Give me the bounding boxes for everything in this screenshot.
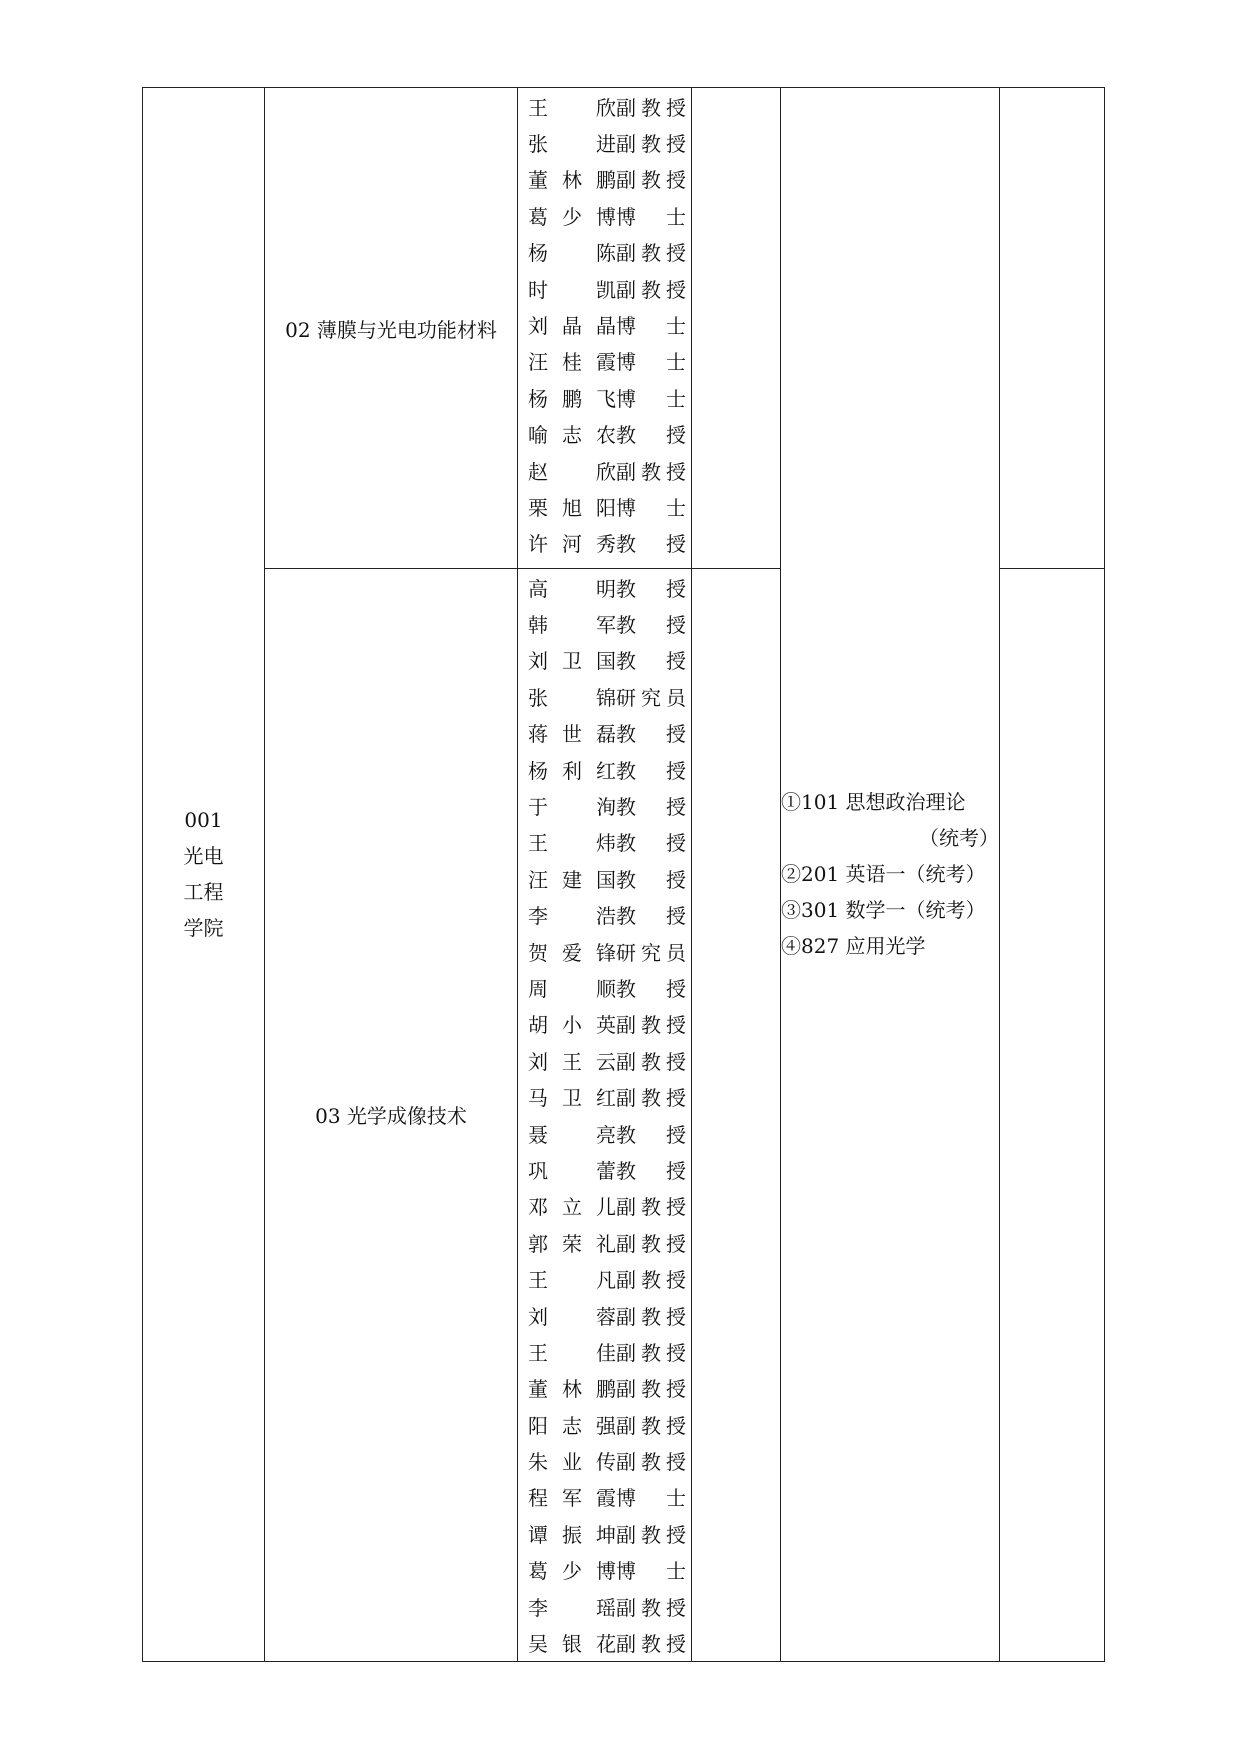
supervisor-list-cell [518, 88, 692, 569]
supervisor-title: 博 士 [616, 1559, 686, 1584]
supervisor-row [518, 197, 691, 233]
direction-cell [265, 88, 518, 569]
supervisor-title: 副教授 [616, 1231, 686, 1256]
supervisor-title: 副教授 [616, 1086, 686, 1111]
supervisor-name: 杨利红 [528, 758, 616, 783]
supervisor-row [518, 751, 691, 787]
supervisor-row [518, 642, 691, 678]
supervisor-title: 教 授 [616, 867, 686, 892]
supervisor-row [518, 1552, 691, 1588]
supervisor-name: 程军霞 [528, 1486, 616, 1511]
supervisor-row [518, 1224, 691, 1260]
supervisor-title: 教 授 [616, 576, 686, 601]
supervisor-title: 副教授 [616, 132, 686, 157]
supervisor-title: 教 授 [616, 722, 686, 747]
supervisor-title: 副教授 [616, 1340, 686, 1365]
supervisor-name: 高 明 [528, 576, 616, 601]
supervisor-name: 李 瑶 [528, 1595, 616, 1620]
supervisor-name: 吴银花 [528, 1632, 616, 1657]
supervisor-title: 研究员 [616, 685, 686, 710]
supervisor-title: 研究员 [616, 940, 686, 965]
supervisor-row [518, 124, 691, 160]
supervisor-title: 博 士 [616, 386, 686, 411]
supervisor-row [518, 605, 691, 641]
supervisor-row [518, 270, 691, 306]
supervisor-title: 副教授 [616, 1195, 686, 1220]
supervisor-row [518, 1588, 691, 1624]
supervisor-name: 汪建国 [528, 867, 616, 892]
supervisor-title: 副教授 [616, 168, 686, 193]
supervisor-name: 汪桂霞 [528, 350, 616, 375]
supervisor-name: 贺爱锋 [528, 940, 616, 965]
direction-label: 03 光学成像技术 [315, 1104, 467, 1129]
supervisor-name: 谭振坤 [528, 1522, 616, 1547]
exam-subjects-cell [781, 88, 1000, 1662]
supervisor-name: 张 锦 [528, 685, 616, 710]
supervisor-title: 教 授 [616, 976, 686, 1001]
empty-cell [692, 569, 781, 1662]
supervisor-title: 副教授 [616, 1268, 686, 1293]
supervisor-title: 副教授 [616, 1413, 686, 1438]
supervisor-row [518, 715, 691, 751]
supervisor-row [518, 1297, 691, 1333]
college-name-line: 光电 [183, 844, 224, 869]
college-code: 001 [184, 808, 223, 833]
supervisor-row [518, 88, 691, 124]
supervisor-name: 栗旭阳 [528, 495, 616, 520]
supervisor-name: 葛少博 [528, 1559, 616, 1584]
supervisor-title: 教 授 [616, 649, 686, 674]
supervisor-title: 教 授 [616, 532, 686, 557]
supervisor-title: 教 授 [616, 758, 686, 783]
supervisor-name: 周 顺 [528, 976, 616, 1001]
supervisor-title: 副教授 [616, 241, 686, 266]
supervisor-row [518, 1406, 691, 1442]
supervisor-row [518, 1479, 691, 1515]
college-name-line: 工程 [183, 880, 224, 905]
supervisor-row [518, 161, 691, 197]
supervisor-row [518, 678, 691, 714]
supervisor-title: 教 授 [616, 613, 686, 638]
supervisor-name: 刘卫国 [528, 649, 616, 674]
supervisor-row [518, 234, 691, 270]
supervisor-row [518, 1188, 691, 1224]
exam-subject: ①101 思想政治理论 [781, 790, 966, 815]
supervisor-title: 博 士 [616, 314, 686, 339]
supervisor-row [518, 1370, 691, 1406]
supervisor-title: 教 授 [616, 795, 686, 820]
supervisor-name: 韩 军 [528, 613, 616, 638]
supervisor-name: 王 欣 [528, 95, 616, 120]
supervisor-title: 副教授 [616, 1522, 686, 1547]
supervisor-title: 副教授 [616, 1013, 686, 1038]
supervisor-name: 阳志强 [528, 1413, 616, 1438]
supervisor-row [518, 824, 691, 860]
supervisor-title: 副教授 [616, 1049, 686, 1074]
supervisor-row [518, 860, 691, 896]
empty-cell [692, 88, 781, 569]
supervisor-list-cell [518, 569, 692, 1662]
supervisor-row [518, 379, 691, 415]
supervisor-name: 王 佳 [528, 1340, 616, 1365]
supervisor-title: 副教授 [616, 1377, 686, 1402]
supervisor-row [518, 1151, 691, 1187]
supervisor-name: 刘王云 [528, 1049, 616, 1074]
exam-subject: ④827 应用光学 [781, 934, 926, 959]
supervisor-title: 教 授 [616, 904, 686, 929]
supervisor-title: 博 士 [616, 350, 686, 375]
supervisor-title: 副教授 [616, 1595, 686, 1620]
college-cell [143, 88, 265, 1662]
supervisor-row [518, 1006, 691, 1042]
supervisor-name: 蒋世磊 [528, 722, 616, 747]
supervisor-title: 博 士 [616, 495, 686, 520]
supervisor-name: 胡小英 [528, 1013, 616, 1038]
supervisor-row [518, 1115, 691, 1151]
admissions-catalog-table [142, 87, 1105, 1662]
supervisor-name: 刘 蓉 [528, 1304, 616, 1329]
supervisor-name: 董林鹏 [528, 1377, 616, 1402]
supervisor-row [518, 1078, 691, 1114]
supervisor-row [518, 416, 691, 452]
supervisor-name: 许河秀 [528, 532, 616, 557]
supervisor-name: 喻志农 [528, 423, 616, 448]
supervisor-name: 郭荣礼 [528, 1231, 616, 1256]
supervisor-title: 博 士 [616, 1486, 686, 1511]
supervisor-title: 副教授 [616, 1450, 686, 1475]
supervisor-row [518, 452, 691, 488]
supervisor-row [518, 343, 691, 379]
supervisor-row [518, 1260, 691, 1296]
supervisor-name: 时 凯 [528, 277, 616, 302]
supervisor-title: 教 授 [616, 831, 686, 856]
supervisor-title: 副教授 [616, 1304, 686, 1329]
supervisor-name: 张 进 [528, 132, 616, 157]
supervisor-row [518, 1333, 691, 1369]
supervisor-title: 副教授 [616, 459, 686, 484]
exam-subject: ③301 数学一（统考） [781, 898, 986, 923]
supervisor-row [518, 1442, 691, 1478]
supervisor-name: 董林鹏 [528, 168, 616, 193]
supervisor-title: 副教授 [616, 95, 686, 120]
college-name-line: 学院 [183, 916, 224, 941]
direction-label: 02 薄膜与光电功能材料 [285, 317, 497, 342]
supervisor-name: 朱业传 [528, 1450, 616, 1475]
supervisor-row [518, 1515, 691, 1551]
supervisor-name: 李 浩 [528, 904, 616, 929]
supervisor-name: 巩 蕾 [528, 1158, 616, 1183]
supervisor-title: 副教授 [616, 1632, 686, 1657]
supervisor-name: 杨 陈 [528, 241, 616, 266]
supervisor-name: 王 凡 [528, 1268, 616, 1293]
exam-subject-cont: （统考） [919, 826, 999, 851]
supervisor-name: 于 洵 [528, 795, 616, 820]
supervisor-name: 刘晶晶 [528, 314, 616, 339]
exam-subject: ②201 英语一（统考） [781, 862, 986, 887]
supervisor-title: 副教授 [616, 277, 686, 302]
empty-cell [1000, 569, 1105, 1662]
supervisor-title: 教 授 [616, 1122, 686, 1147]
supervisor-row [518, 306, 691, 342]
empty-cell [1000, 88, 1105, 569]
supervisor-title: 教 授 [616, 423, 686, 448]
supervisor-name: 赵 欣 [528, 459, 616, 484]
supervisor-name: 邓立儿 [528, 1195, 616, 1220]
direction-cell [265, 569, 518, 1662]
supervisor-list [518, 569, 691, 1661]
supervisor-row [518, 488, 691, 524]
supervisor-row [518, 897, 691, 933]
supervisor-row [518, 969, 691, 1005]
supervisor-row [518, 569, 691, 605]
supervisor-name: 马卫红 [528, 1086, 616, 1111]
supervisor-name: 葛少博 [528, 204, 616, 229]
supervisor-title: 教 授 [616, 1158, 686, 1183]
supervisor-row [518, 525, 691, 561]
supervisor-row [518, 1624, 691, 1660]
supervisor-row [518, 787, 691, 823]
supervisor-list [518, 88, 691, 561]
supervisor-title: 博 士 [616, 204, 686, 229]
supervisor-row [518, 933, 691, 969]
supervisor-row [518, 1042, 691, 1078]
supervisor-name: 聂 亮 [528, 1122, 616, 1147]
supervisor-name: 王 炜 [528, 831, 616, 856]
supervisor-name: 杨鹏飞 [528, 386, 616, 411]
